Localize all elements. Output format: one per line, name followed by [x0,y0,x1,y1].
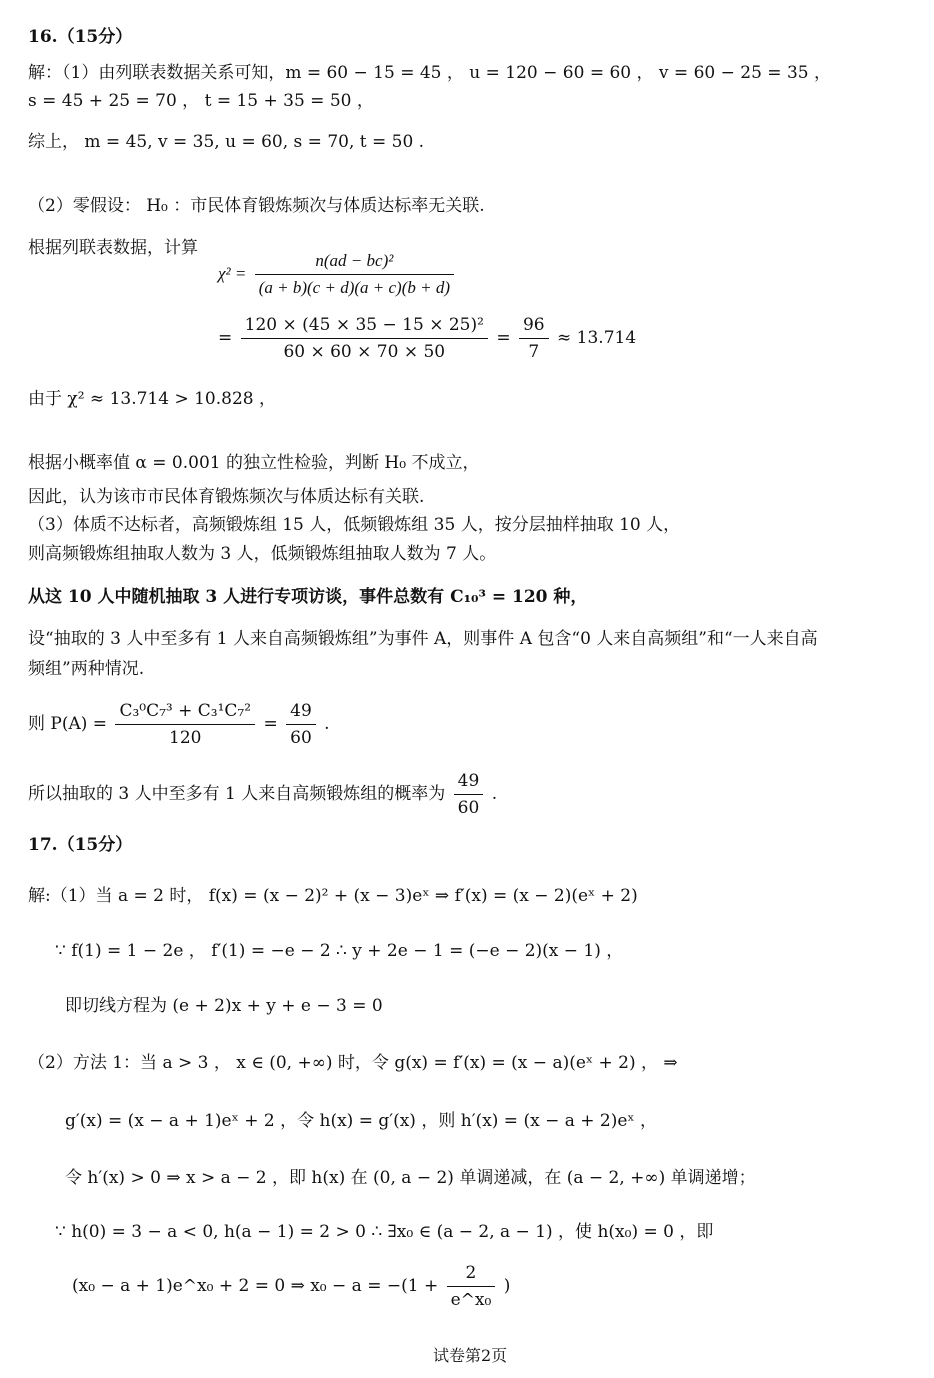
q16-p1-line1: 解：（1）由列联表数据关系可知，m = 60 − 15 = 45 ， u = 120 − 60 = 60 ， v = 60 − 25 = 35 ， [28,63,831,83]
line5-lhs: (x₀ − a + 1)e^x₀ + 2 = 0 ⇒ x₀ − a = −(1 + [72,1276,439,1297]
chi-formula-numerator: n(ad − bc)² [255,250,454,275]
chi-square-numeric-fraction [241,314,488,363]
q17-p2-line4: ∵ h(0) = 3 − a < 0, h(a − 1) = 2 > 0 ∴ ∃x₀ ∈ (a − 2, a − 1) ，使 h(x₀) = 0 ，即 [55,1222,714,1242]
q16-p3-line1: （3）体质不达标者，高频锻炼组 15 人，低频锻炼组 35 人，按分层抽样抽取 10 人， [28,515,681,535]
pa-end: . [324,714,330,735]
pa-fraction [115,700,255,749]
chi-approx-value: ≈ 13.714 [557,328,637,349]
line5-fraction [447,1262,496,1311]
chi-formula-denominator: (a + b)(c + d)(a + c)(b + d) [258,278,450,298]
q17-p2-line3: 令 h′(x) > 0 ⇒ x > a − 2 ，即 h(x) 在 (0, a − 2) 单调递减，在 (a − 2, +∞) 单调递增； [65,1168,756,1188]
q16-header: 16.（15分） [28,27,133,47]
q17-p1-line2: ∵ f(1) = 1 − 2e ， f′(1) = −e − 2 ∴ y + 2e − 1 = (−e − 2)(x − 1) ， [55,941,624,961]
pa-result-denominator: 60 [290,728,312,749]
q17-p1-line3: 即切线方程为 (e + 2)x + y + e − 3 = 0 [65,996,383,1016]
q16-p2-calc-intro: 根据列联表数据，计算 [28,238,198,258]
final-text: 所以抽取的 3 人中至多有 1 人来自高频锻炼组的概率为 [28,784,446,805]
page-footer: 试卷第2页 [433,1346,508,1365]
final-denominator: 60 [457,798,480,819]
pa-result-fraction [286,700,316,749]
pa-denominator: 120 [169,728,202,749]
pa-prefix: 则 P(A) = [28,714,108,735]
final-fraction [454,770,484,819]
result-denominator: 7 [528,342,540,363]
probability-pa-formula [28,700,330,749]
chi-square-calculation [218,314,636,363]
chi-square-formula [218,250,457,299]
calc-equals-2: = [496,328,511,349]
q16-judgement: 根据小概率值 α = 0.001 的独立性检验，判断 H₀ 不成立， [28,453,480,473]
q17-p2-line1: （2）方法 1：当 a > 3 ， x ∈ (0, +∞) 时，令 g(x) = f′(x) = (x − a)(eˣ + 2) ， ⇒ [28,1053,678,1073]
chi-square-lhs: χ² = [218,264,247,284]
chi-square-result-fraction [519,314,549,363]
line5-numerator: 2 [447,1262,496,1287]
chi-square-general-fraction [255,250,454,299]
final-numerator: 49 [454,770,484,795]
q16-event-line1: 设“抽取的 3 人中至多有 1 人来自高频锻炼组”为事件 A，则事件 A 包含“0 人来自高频组”和“一人来自高 [28,629,818,649]
line5-end: ) [503,1276,511,1297]
q16-event-line2: 频组”两种情况. [28,659,145,679]
q17-header: 17.（15分） [28,835,133,855]
line5-denominator: e^x₀ [450,1290,492,1311]
final-end: . [491,784,498,805]
pa-result-numerator: 49 [286,700,316,725]
q16-conclusion: 因此，认为该市市民体育锻炼频次与体质达标有关联. [28,487,425,507]
calc-equals: = [218,328,233,349]
q16-p2-hypothesis: （2）零假设： H₀ ：市民体育锻炼频次与体质达标率无关联. [28,196,485,216]
q17-p1-line1: 解:（1）当 a = 2 时， f(x) = (x − 2)² + (x − 3)eˣ ⇒ f′(x) = (x − 2)(eˣ + 2) [28,886,638,906]
q17-p2-line5 [72,1262,510,1311]
pa-equals: = [263,714,278,735]
pa-numerator: C₃⁰C₇³ + C₃¹C₇² [115,700,255,725]
q16-final-answer [28,770,497,819]
calc-denominator: 60 × 60 × 70 × 50 [283,342,446,363]
q17-p2-line2: g′(x) = (x − a + 1)eˣ + 2 ，令 h(x) = g′(x) ，则 h′(x) = (x − a + 2)eˣ ， [65,1111,658,1131]
calc-numerator: 120 × (45 × 35 − 15 × 25)² [241,314,488,339]
q16-p1-line2: s = 45 + 25 = 70 ， t = 15 + 35 = 50 ， [28,91,374,111]
result-numerator: 96 [519,314,549,339]
q16-p3-total: 从这 10 人中随机抽取 3 人进行专项访谈，事件总数有 C₁₀³ = 120 种， [28,587,588,607]
q16-p1-summary: 综上， m = 45, v = 35, u = 60, s = 70, t = 50 . [28,132,425,152]
q16-p3-line2: 则高频锻炼组抽取人数为 3 人，低频锻炼组抽取人数为 7 人。 [28,544,497,564]
q16-compare: 由于 χ² ≈ 13.714 > 10.828 ， [28,389,276,409]
